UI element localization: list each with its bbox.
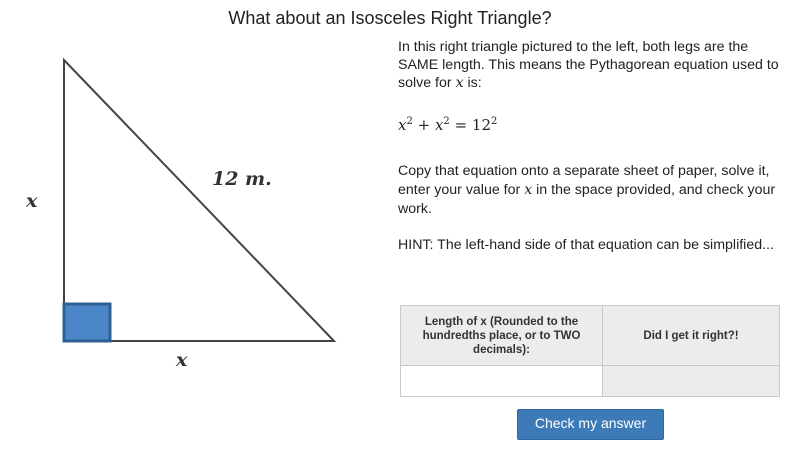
- answer-cell: [401, 366, 603, 397]
- hypotenuse-label: 12 m.: [212, 168, 272, 190]
- page-title: What about an Isosceles Right Triangle?: [228, 8, 552, 28]
- equation-plus: +: [412, 116, 435, 134]
- variable-x: x: [455, 75, 464, 91]
- result-cell: [603, 366, 780, 397]
- answer-input[interactable]: [401, 366, 602, 396]
- right-triangle: [64, 60, 334, 341]
- answer-table-row: [401, 366, 780, 397]
- right-angle-marker: [64, 304, 110, 341]
- instructions-paragraph: [398, 38, 788, 92]
- instructions-text-2b: in the space provided, and check your work.: [398, 182, 776, 217]
- equation-equals: =: [449, 116, 472, 134]
- equation-term1-base: x: [398, 116, 407, 134]
- vertical-leg-label: x: [26, 190, 38, 212]
- instructions-text-1b: is:: [463, 75, 482, 91]
- horizontal-leg-label: x: [176, 349, 188, 371]
- answer-table-header-row: [401, 306, 780, 366]
- pythagorean-equation: [398, 116, 497, 134]
- hint-text: HINT: The left-hand side of that equation can be simplified...: [398, 237, 774, 253]
- triangle-figure: [0, 40, 380, 380]
- instructions-paragraph-2: [398, 162, 788, 219]
- instructions-text-2: Copy that equation onto a separate sheet of paper, solve it, enter your value for: [398, 163, 770, 198]
- equation-term1-exp: 2: [406, 116, 413, 127]
- check-answer-button[interactable]: Check my answer: [517, 409, 664, 440]
- equation-rhs-base: 12: [471, 116, 491, 134]
- result-column-header: Did I get it right?!: [603, 306, 780, 366]
- answer-table: [400, 305, 780, 397]
- answer-column-header: Length of x (Rounded to the hundredths place, or to TWO decimals):: [401, 306, 603, 366]
- equation-term2-base: x: [434, 116, 444, 134]
- equation-rhs-exp: 2: [491, 116, 498, 127]
- triangle-diagram: [0, 40, 380, 380]
- variable-x-2: x: [524, 182, 533, 198]
- equation-term2-exp: 2: [443, 116, 450, 127]
- instructions-text-1: In this right triangle pictured to the left, both legs are the SAME length. This means the Pythagorean equation used to solve for: [398, 39, 779, 91]
